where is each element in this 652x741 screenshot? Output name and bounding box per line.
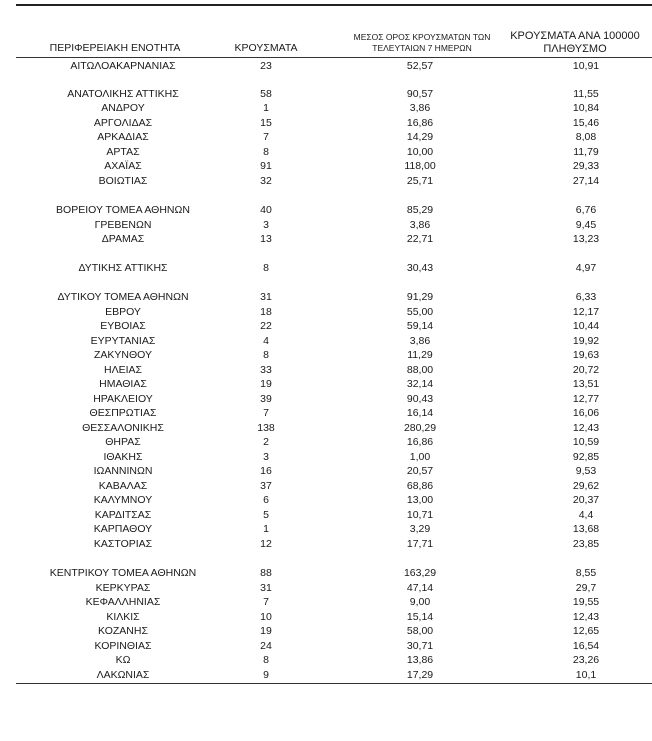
rate-cell: 8,55 — [575, 567, 597, 579]
avg-cell: 58,00 — [406, 625, 434, 637]
rate-cell: 6,33 — [575, 291, 597, 303]
table-row — [16, 130, 652, 144]
table-row — [16, 653, 652, 667]
cases-cell: 13 — [260, 233, 272, 245]
table-row — [16, 334, 652, 348]
cases-cell: 39 — [260, 393, 272, 405]
rate-cell: 23,85 — [572, 538, 600, 550]
table-row — [16, 435, 652, 449]
avg-cell: 30,71 — [406, 640, 434, 652]
avg-cell: 9,00 — [409, 596, 431, 608]
table-row — [16, 566, 652, 580]
rate-cell: 19,92 — [572, 335, 600, 347]
rate-cell: 10,84 — [572, 102, 600, 114]
table-row — [16, 522, 652, 536]
table-row — [16, 624, 652, 638]
cases-cell: 32 — [260, 175, 272, 187]
avg-cell: 90,43 — [406, 393, 434, 405]
avg-cell: 32,14 — [406, 378, 434, 390]
avg-cell: 163,29 — [403, 567, 437, 579]
cases-cell: 138 — [257, 422, 275, 434]
region-cell: ΚΑΛΥΜΝΟΥ — [93, 494, 153, 506]
region-cell: ΕΒΡΟΥ — [105, 306, 141, 318]
avg-cell: 20,57 — [406, 465, 434, 477]
region-cell: ΗΛΕΙΑΣ — [103, 364, 142, 376]
cases-cell: 5 — [263, 509, 269, 521]
avg-cell: 10,00 — [406, 146, 434, 158]
cases-cell: 7 — [263, 407, 269, 419]
bottom-rule — [16, 683, 652, 684]
table-row — [16, 87, 652, 101]
cases-cell: 15 — [260, 117, 272, 129]
header-avg-line2: ΤΕΛΕΥΤΑΙΩΝ 7 ΗΜΕΡΩΝ — [372, 43, 472, 53]
region-cell: ΔΡΑΜΑΣ — [101, 233, 145, 245]
avg-cell: 59,14 — [406, 320, 434, 332]
cases-cell: 33 — [260, 364, 272, 376]
avg-cell: 11,29 — [407, 349, 433, 361]
table-row — [16, 232, 652, 246]
top-rule — [16, 4, 652, 6]
table-row — [16, 145, 652, 159]
table-row — [16, 101, 652, 115]
rate-cell: 4,4 — [578, 509, 594, 521]
cases-cell: 9 — [263, 669, 269, 681]
table-row — [16, 377, 652, 391]
region-cell: ΙΩΑΝΝΙΝΩΝ — [93, 465, 153, 477]
table-row — [16, 508, 652, 522]
avg-cell: 90,57 — [406, 88, 434, 100]
rate-cell: 11,55 — [573, 88, 599, 100]
rate-cell: 29,62 — [572, 480, 600, 492]
cases-cell: 12 — [260, 538, 272, 550]
rate-cell: 16,54 — [572, 640, 600, 652]
rate-cell: 92,85 — [572, 451, 600, 463]
rate-cell: 19,63 — [572, 349, 600, 361]
avg-cell: 30,43 — [406, 262, 434, 274]
avg-cell: 52,57 — [406, 60, 434, 72]
region-cell: ΚΑΡΠΑΘΟΥ — [93, 523, 153, 535]
rate-cell: 12,77 — [572, 393, 600, 405]
rate-cell: 13,51 — [572, 378, 600, 390]
table-row — [16, 305, 652, 319]
table-row — [16, 116, 652, 130]
cases-cell: 6 — [263, 494, 269, 506]
table-row — [16, 363, 652, 377]
rate-cell: 8,08 — [575, 131, 597, 143]
rate-cell: 12,17 — [572, 306, 600, 318]
cases-cell: 18 — [260, 306, 272, 318]
region-cell: ΓΡΕΒΕΝΩΝ — [94, 219, 152, 231]
header-rate — [500, 30, 650, 56]
avg-cell: 13,86 — [406, 654, 434, 666]
rate-cell: 12,43 — [572, 422, 600, 434]
avg-cell: 3,86 — [409, 219, 431, 231]
avg-cell: 3,29 — [409, 523, 431, 535]
table-row — [16, 59, 652, 73]
region-cell: ΑΡΤΑΣ — [106, 146, 140, 158]
header-avg — [340, 32, 504, 54]
header-rule — [16, 57, 652, 58]
avg-cell: 91,29 — [406, 291, 434, 303]
region-cell: ΚΑΒΑΛΑΣ — [98, 480, 148, 492]
rate-cell: 23,26 — [572, 654, 600, 666]
cases-cell: 58 — [260, 88, 272, 100]
table-row — [16, 406, 652, 420]
region-cell: ΑΡΚΑΔΙΑΣ — [97, 131, 149, 143]
header-region: ΠΕΡΙΦΕΡΕΙΑΚΗ ΕΝΟΤΗΤΑ — [49, 42, 181, 54]
cases-cell: 10 — [260, 611, 272, 623]
cases-cell: 1 — [263, 102, 269, 114]
cases-cell: 3 — [263, 219, 269, 231]
avg-cell: 13,00 — [406, 494, 434, 506]
cases-cell: 7 — [263, 131, 269, 143]
cases-cell: 88 — [260, 567, 272, 579]
cases-cell: 19 — [260, 625, 272, 637]
avg-cell: 68,86 — [406, 480, 434, 492]
region-cell: ΚΩ — [115, 654, 131, 666]
region-cell: ΘΗΡΑΣ — [105, 436, 141, 448]
cases-cell: 22 — [260, 320, 272, 332]
region-cell: ΚΟΡΙΝΘΙΑΣ — [94, 640, 152, 652]
cases-cell: 8 — [263, 349, 269, 361]
cases-cell: 8 — [263, 262, 269, 274]
avg-cell: 88,00 — [406, 364, 434, 376]
rate-cell: 29,33 — [572, 160, 600, 172]
rate-cell: 12,65 — [572, 625, 600, 637]
avg-cell: 118,00 — [404, 160, 436, 172]
cases-cell: 31 — [260, 582, 272, 594]
table-row — [16, 421, 652, 435]
table-row — [16, 537, 652, 551]
region-cell: ΚΟΖΑΝΗΣ — [98, 625, 148, 637]
rate-cell: 9,53 — [575, 465, 597, 477]
rate-cell: 13,23 — [572, 233, 600, 245]
avg-cell: 16,14 — [406, 407, 434, 419]
table-row — [16, 218, 652, 232]
region-cell: ΗΜΑΘΙΑΣ — [99, 378, 147, 390]
rate-cell: 19,55 — [572, 596, 600, 608]
avg-cell: 280,29 — [403, 422, 437, 434]
avg-cell: 3,86 — [409, 335, 431, 347]
cases-cell: 23 — [260, 60, 272, 72]
cases-cell: 3 — [263, 451, 269, 463]
region-cell: ΑΙΤΩΛΟΑΚΑΡΝΑΝΙΑΣ — [70, 60, 176, 72]
avg-cell: 16,86 — [406, 436, 434, 448]
region-cell: ΚΑΣΤΟΡΙΑΣ — [93, 538, 153, 550]
rate-cell: 13,68 — [572, 523, 600, 535]
region-cell: ΔΥΤΙΚΗΣ ΑΤΤΙΚΗΣ — [78, 262, 168, 274]
rate-cell: 27,14 — [572, 175, 600, 187]
table-row — [16, 595, 652, 609]
avg-cell: 47,14 — [406, 582, 434, 594]
region-cell: ΕΥΒΟΙΑΣ — [100, 320, 146, 332]
table-row — [16, 464, 652, 478]
rate-cell: 10,1 — [575, 669, 597, 681]
table-row — [16, 392, 652, 406]
table-row — [16, 581, 652, 595]
table-row — [16, 479, 652, 493]
cases-cell: 37 — [260, 480, 272, 492]
avg-cell: 3,86 — [409, 102, 431, 114]
avg-cell: 15,14 — [406, 611, 434, 623]
region-cell: ΛΑΚΩΝΙΑΣ — [96, 669, 150, 681]
region-cell: ΘΕΣΣΑΛΟΝΙΚΗΣ — [82, 422, 164, 434]
region-cell: ΚΕΡΚΥΡΑΣ — [95, 582, 151, 594]
region-cell: ΗΡΑΚΛΕΙΟΥ — [93, 393, 153, 405]
table-row — [16, 610, 652, 624]
table-row — [16, 639, 652, 653]
region-cell: ΒΟΙΩΤΙΑΣ — [98, 175, 148, 187]
rate-cell: 9,45 — [575, 219, 597, 231]
rate-cell: 15,46 — [572, 117, 600, 129]
cases-cell: 4 — [263, 335, 269, 347]
rate-cell: 10,44 — [572, 320, 600, 332]
cases-cell: 7 — [263, 596, 269, 608]
region-cell: ΘΕΣΠΡΩΤΙΑΣ — [89, 407, 157, 419]
rate-cell: 11,79 — [573, 146, 599, 158]
avg-cell: 17,71 — [406, 538, 434, 550]
rate-cell: 16,06 — [572, 407, 600, 419]
cases-cell: 2 — [263, 436, 269, 448]
header-rate-line1: ΚΡΟΥΣΜΑΤΑ ΑΝΑ 100000 — [510, 30, 640, 42]
avg-cell: 55,00 — [406, 306, 434, 318]
cases-cell: 24 — [260, 640, 272, 652]
rate-cell: 20,37 — [572, 494, 600, 506]
rate-cell: 29,7 — [575, 582, 597, 594]
region-cell: ΑΧΑΪΑΣ — [104, 160, 142, 172]
avg-cell: 85,29 — [406, 204, 434, 216]
rate-cell: 10,59 — [572, 436, 600, 448]
region-cell: ΑΝΔΡΟΥ — [101, 102, 145, 114]
table-row — [16, 203, 652, 217]
region-cell: ΖΑΚΥΝΘΟΥ — [93, 349, 152, 361]
table-row — [16, 319, 652, 333]
avg-cell: 25,71 — [406, 175, 434, 187]
region-cell: ΚΕΝΤΡΙΚΟΥ ΤΟΜΕΑ ΑΘΗΝΩΝ — [49, 567, 197, 579]
avg-cell: 22,71 — [406, 233, 434, 245]
table-row — [16, 668, 652, 682]
cases-cell: 16 — [260, 465, 272, 477]
region-cell: ΑΡΓΟΛΙΔΑΣ — [93, 117, 153, 129]
avg-cell: 1,00 — [409, 451, 431, 463]
region-cell: ΔΥΤΙΚΟΥ ΤΟΜΕΑ ΑΘΗΝΩΝ — [57, 291, 189, 303]
region-cell: ΑΝΑΤΟΛΙΚΗΣ ΑΤΤΙΚΗΣ — [67, 88, 179, 100]
cases-cell: 1 — [263, 523, 269, 535]
cases-cell: 40 — [260, 204, 272, 216]
table-row — [16, 348, 652, 362]
avg-cell: 14,29 — [406, 131, 434, 143]
region-cell: ΒΟΡΕΙΟΥ ΤΟΜΕΑ ΑΘΗΝΩΝ — [56, 204, 190, 216]
avg-cell: 17,29 — [406, 669, 434, 681]
rate-cell: 20,72 — [572, 364, 600, 376]
table-row — [16, 174, 652, 188]
region-cell: ΚΕΦΑΛΛΗΝΙΑΣ — [85, 596, 161, 608]
region-cell: ΕΥΡΥΤΑΝΙΑΣ — [90, 335, 156, 347]
cases-cell: 8 — [263, 654, 269, 666]
region-cell: ΙΘΑΚΗΣ — [103, 451, 143, 463]
avg-cell: 10,71 — [406, 509, 434, 521]
region-cell: ΚΙΛΚΙΣ — [106, 611, 140, 623]
cases-cell: 19 — [260, 378, 272, 390]
header-rate-line2: ΠΛΗΘΥΣΜΟ — [543, 43, 607, 55]
header-cases: ΚΡΟΥΣΜΑΤΑ — [234, 42, 298, 54]
rate-cell: 12,43 — [572, 611, 600, 623]
header-avg-line1: ΜΕΣΟΣ ΟΡΟΣ ΚΡΟΥΣΜΑΤΩΝ ΤΩΝ — [353, 32, 491, 42]
table-row — [16, 290, 652, 304]
table-row — [16, 159, 652, 173]
table-row — [16, 450, 652, 464]
region-cell: ΚΑΡΔΙΤΣΑΣ — [94, 509, 152, 521]
table-row — [16, 261, 652, 275]
rate-cell: 6,76 — [575, 204, 597, 216]
table-row — [16, 493, 652, 507]
rate-cell: 4,97 — [575, 262, 597, 274]
cases-cell: 31 — [260, 291, 272, 303]
rate-cell: 10,91 — [572, 60, 600, 72]
cases-cell: 8 — [263, 146, 269, 158]
avg-cell: 16,86 — [406, 117, 434, 129]
cases-cell: 91 — [260, 160, 272, 172]
